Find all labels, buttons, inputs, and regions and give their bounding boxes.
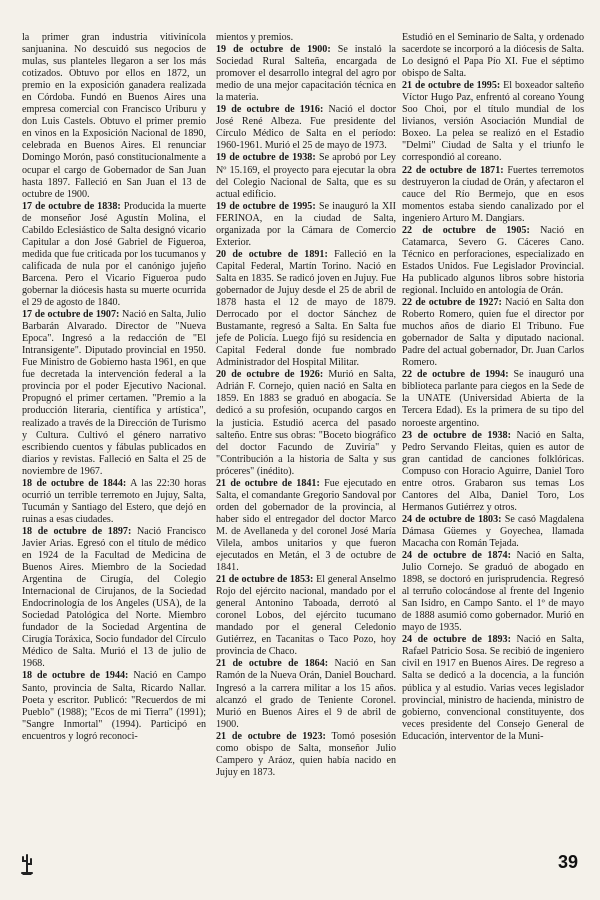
entry-date: 17 de octubre de 1907: — [22, 309, 120, 321]
text-column-left — [22, 32, 206, 743]
page-number: 39 — [557, 852, 578, 872]
chronology-entry — [216, 574, 396, 658]
entry-date: 19 de octubre de 1900: — [216, 44, 331, 56]
entry-text: Se instaló la Sociedad Rural Salteña, encargada de promover el desarrollo integral del agro por medio de una mejor capacitación técnica en la materia. — [216, 44, 396, 104]
entry-text: El boxeador salteño Víctor Hugo Paz, enfrentó al coreano Young Soo Choi, por el título mundial de los livianos, versión Asociación Mundial de Boxeo. La pelea se realizó en el Estadio "Delmi" Ciudad de Salta y el triunfo le correspondió al coreano. — [402, 80, 584, 164]
entry-date: 19 de octubre de 1916: — [216, 104, 324, 116]
chronology-entry — [22, 32, 206, 201]
entry-text: Nació en Salta, Rafael Patricio Sosa. Se recibió de ingeniero civil en 1917 en Buenos Aires. De regreso a Salta se dedicó a la docencia, a la función pública y al estudio. Varias veces legislador provincial, ministro de hacienda, ministro de gobierno, convencional constituyente, dos veces presidente del Consejo General de Educación, interventor de la Muni- — [402, 634, 584, 742]
chronology-entry — [22, 309, 206, 478]
entry-text: Nació en Salta, Julio Cornejo. Se graduó de abogado en 1898, se doctoró en jurisprudencia. Regresó al terruño colocándose al frente del Ingenio San Isidro, en Campo Santo. el 1º de mayo de 1888 asumió como gobernador. Murió en mayo de 1935. — [402, 550, 584, 634]
entry-text: mientos y premios. — [216, 32, 294, 43]
chronology-entry — [402, 225, 584, 297]
entry-date: 21 de octubre de 1923: — [216, 730, 326, 742]
entry-text: Se aprobó por Ley Nº 15.169, el proyecto para ejecutar la obra del Colegio Nacional de Salta, que es su actual edificio. — [216, 152, 396, 200]
entry-date: 18 de octubre de 1944: — [22, 670, 129, 682]
entry-date: 24 de octubre de 1803: — [402, 513, 502, 525]
entry-text: Falleció en la Capital Federal, Martín Torino. Nació en Salta en 1835. Se radicó joven en Jujuy. Fue gobernador de Jujuy desde el 25 de abril de 1878 hasta el 12 de mayo de 1879. Derrocado por el doctor Sánchez de Bustamante, regresó a Salta. En Salta fue jefe de Policía. Luego fijó su residencia en Capital Federal donde fue nombrado Administrador del Hospital Militar. — [216, 248, 396, 369]
entry-date: 22 de octubre de 1871: — [402, 164, 504, 176]
entry-text: Se inauguró la XII FERINOA, en la ciudad de Salta, organizada por la Cámara de Comercio Exterior. — [216, 200, 396, 248]
entry-text: la primer gran industria vitivinícola sanjuanina. No descuidó sus negocios de mulas, sus planteles llegaron a ser los más cotizados. Obtuvo por ellos en 1872, un premio en la exposición ganadera realizada en Córdoba. Fundó en Buenos Aires una empresa comercial con Francisco Uriburu y don Luis Castels. Obtuvo el primer premio en vinos en la Exposición Nacional de 1890, celebrada en Buenos Aires. El renunciar Domingo Morón, pasó constitucionalmente a ocupar el cargo de Gobernador de San Juan hasta 1897. Falleció en San Juan el 13 de octubre de 1900. — [22, 32, 206, 200]
chronology-entry — [402, 369, 584, 429]
entry-date: 24 de octubre de 1874: — [402, 550, 511, 562]
entry-text: Nació Francisco Javier Arias. Egresó con el título de médico en 1924 de la Facultad de Medicina de Buenos Aires. Miembro de la Sociedad Argentina de Cirugía, del Colegio Internacional de Cirujanos, de la Sociedad Endocrinología de los Angeles (USA), de la Sociedad Patológica del Norte. Miembro fundador de la Sociedad Argentina de Cirugía Toráxica, Socio fundador del Círculo Médico de Salta. Murió el 13 de julio de 1968. — [22, 525, 206, 670]
chronology-entry — [216, 731, 396, 779]
chronology-entry — [402, 165, 584, 225]
entry-date: 22 de octubre de 1927: — [402, 297, 502, 309]
entry-date: 24 de octubre de 1893: — [402, 634, 511, 646]
entry-text: Nació en Salta don Roberto Romero, quien fue el director por muchos años de diario El Tribuno. Fue gobernador de Salta y diputado nacional. Padre del actual gobernador, Dr. Juan Carlos Romero. — [402, 297, 584, 369]
entry-text: Fuertes terremotos destruyeron la ciudad de Orán, y afectaron el cauce del Río Bermejo, que en esos momentos estaba siendo canalizado por el ingeniero Arturo M. Dangiars. — [402, 164, 584, 224]
entry-date: 19 de octubre de 1995: — [216, 200, 316, 212]
entry-date: 21 de octubre de 1841: — [216, 477, 320, 489]
chronology-entry — [216, 658, 396, 730]
entry-date: 18 de octubre de 1844: — [22, 477, 127, 489]
text-column-right — [402, 32, 584, 743]
cactus-ornament-icon — [18, 853, 36, 875]
entry-date: 21 de octubre de 1995: — [402, 80, 501, 92]
entry-text: Nació en Salta, Julio Barbarán Alvarado. Director de "Nueva Epoca". Ingresó a la redacción de "El Intransigente". Diputado provincial en 1950. Fue Ministro de Gobierno hasta 1961, en que fue decretada la intervención federal a la provincia por el poder Ejecutivo Nacional. Propugnó el primer certamen. "Premio a la producción literaria, científica y artística", realizado a través de la Dirección de Turismo y Cultura. Cultivó el género narrativo escribiendo cuentos y fábulas publicados en diarios y revistas. Falleció en Salta el 25 de noviembre de 1967. — [22, 309, 206, 477]
entry-text: Tomó posesión como obispo de Salta, monseñor Julio Campero y Aráoz, quien había nacido en Jujuy en 1873. — [216, 730, 396, 778]
entry-text: Nació en Campo Santo, provincia de Salta, Ricardo Nallar. Poeta y escritor. Publicó: "Recuerdos de mi Pueblo" (1988); "Ecos de mi Tierra" (1991); "Sangre Inmortal" (1994). Participó en encuentros y logró reconoci- — [22, 670, 206, 742]
chronology-entry — [402, 32, 584, 80]
chronology-entry — [402, 297, 584, 369]
entry-date: 17 de octubre de 1838: — [22, 200, 121, 212]
chronology-entry — [216, 32, 396, 44]
chronology-entry — [216, 478, 396, 574]
chronology-entry — [216, 369, 396, 477]
chronology-entry — [402, 550, 584, 634]
chronology-entry — [216, 249, 396, 369]
chronology-entry — [402, 80, 584, 164]
chronology-entry — [216, 44, 396, 104]
chronology-entry — [402, 634, 584, 742]
entry-date: 22 de octubre de 1905: — [402, 224, 530, 236]
entry-date: 21 de octubre de 1864: — [216, 658, 329, 670]
entry-date: 20 de octubre de 1891: — [216, 248, 328, 260]
entry-date: 20 de octubre de 1926: — [216, 369, 324, 381]
chronology-entry — [22, 201, 206, 309]
entry-text: Murió en Salta, Adrián F. Cornejo, quien nació en Salta en 1859. En 1883 se graduó en abogacía. Se dedicó a su profesión, ocupando cargos en la justicia. Estudió acerca del pasado salteño. Entre sus obras: "Boceto biográfico del doctor Facundo de Zuviría" y "Contribución a la historia de Salta y sus próceres" (inédito). — [216, 369, 397, 477]
entry-date: 21 de octubre de 1853: — [216, 574, 314, 586]
entry-text: Fue ejecutado en Salta, el comandante Gregorio Sandoval por orden del gobernador de la provincia, al haber sido el entregador del doctor Marco M. de Avellaneda y del coronel José María Vilela, ambos unitarios y que fueron ejecutados en Metán, el 3 de octubre de 1841. — [216, 477, 396, 574]
entry-text: A las 22:30 horas ocurrió un terrible terremoto en Jujuy, Salta, Tucumán y Santiago del Estero, que dejó en ruinas a esas ciudades. — [22, 477, 206, 525]
chronology-entry — [216, 201, 396, 249]
entry-text: Se casó Magdalena Dámasa Güemes y Goyechea, llamada Macacha con Román Tejada. — [402, 513, 584, 549]
entry-text: Nació el doctor José René Albeza. Fue presidente del Círculo Médico de Salta en el período: 1960-1961. Murió el 25 de mayo de 1973. — [216, 104, 396, 152]
entry-text: El general Anselmo Rojo del ejército nacional, mandado por el general Antonino Taboada, derrotó al coronel Lobos, del ejército tucumano mandado por el general Celedonio Gutiérrez, en Tacanitas o Taco Pozo, hoy provincia de Chaco. — [216, 574, 396, 658]
entry-date: 18 de octubre de 1897: — [22, 525, 132, 537]
chronology-entry — [402, 514, 584, 550]
entry-text: Nació en San Ramón de la Nueva Orán, Daniel Bouchard. Ingresó a la carrera militar a los 15 años. alcanzó el grado de Teniente Coronel. Murió en Buenos Aires el 9 de abril de 1900. — [216, 658, 396, 730]
entry-text: Nació en Catamarca, Severo G. Cáceres Cano. Técnico en perforaciones, especializado en Estados Unidos. Fue Legislador Provincial. Ha publicado algunos libros sobre historia regional. Incluido en antología de Orán. — [402, 224, 584, 296]
entry-date: 19 de octubre de 1938: — [216, 152, 316, 164]
entry-text: Nació en Salta, Pedro Servando Fleitas, quien es autor de gran cantidad de canciones folklóricas. Compuso con Horacio Aguirre, Daniel Toro entre otros. Grabaron sus temas Los Cantores del Alba, Daniel Toro, Los Hermanos Gutiérrez y otros. — [402, 429, 584, 513]
entry-date: 22 de octubre de 1994: — [402, 369, 509, 381]
entry-text: Estudió en el Seminario de Salta, y ordenado sacerdote se incorporó a la diócesis de Salta. Lo designó el Papa Pío XI. Fue el séptimo obispo de Salta. — [402, 32, 584, 80]
chronology-entry — [22, 478, 206, 526]
chronology-entry — [402, 430, 584, 514]
text-column-middle — [216, 32, 396, 779]
chronology-entry — [22, 526, 206, 671]
chronology-entry — [22, 670, 206, 742]
entry-text: Se inauguró una biblioteca parlante para ciegos en la Sede de la UNATE (Universidad Abierta de la Tercera Edad). Es la primera de su tipo del noroeste argentino. — [402, 369, 584, 429]
chronology-entry — [216, 104, 396, 152]
entry-date: 23 de octubre de 1938: — [402, 429, 511, 441]
chronology-entry — [216, 152, 396, 200]
entry-text: Producida la muerte de monseñor José Agustín Molina, el Cabildo Eclesiástico de Salta designó vicario Capitular a don José Gabriel de Figueroa, medida que fue criticada por los tucumanos y calificada de nula por el canónigo jujeño Barcena. Pero el Vicario Figueroa pudo gobernar la diócesis hasta su muerte ocurrida el 29 de agosto de 1840. — [22, 200, 206, 309]
